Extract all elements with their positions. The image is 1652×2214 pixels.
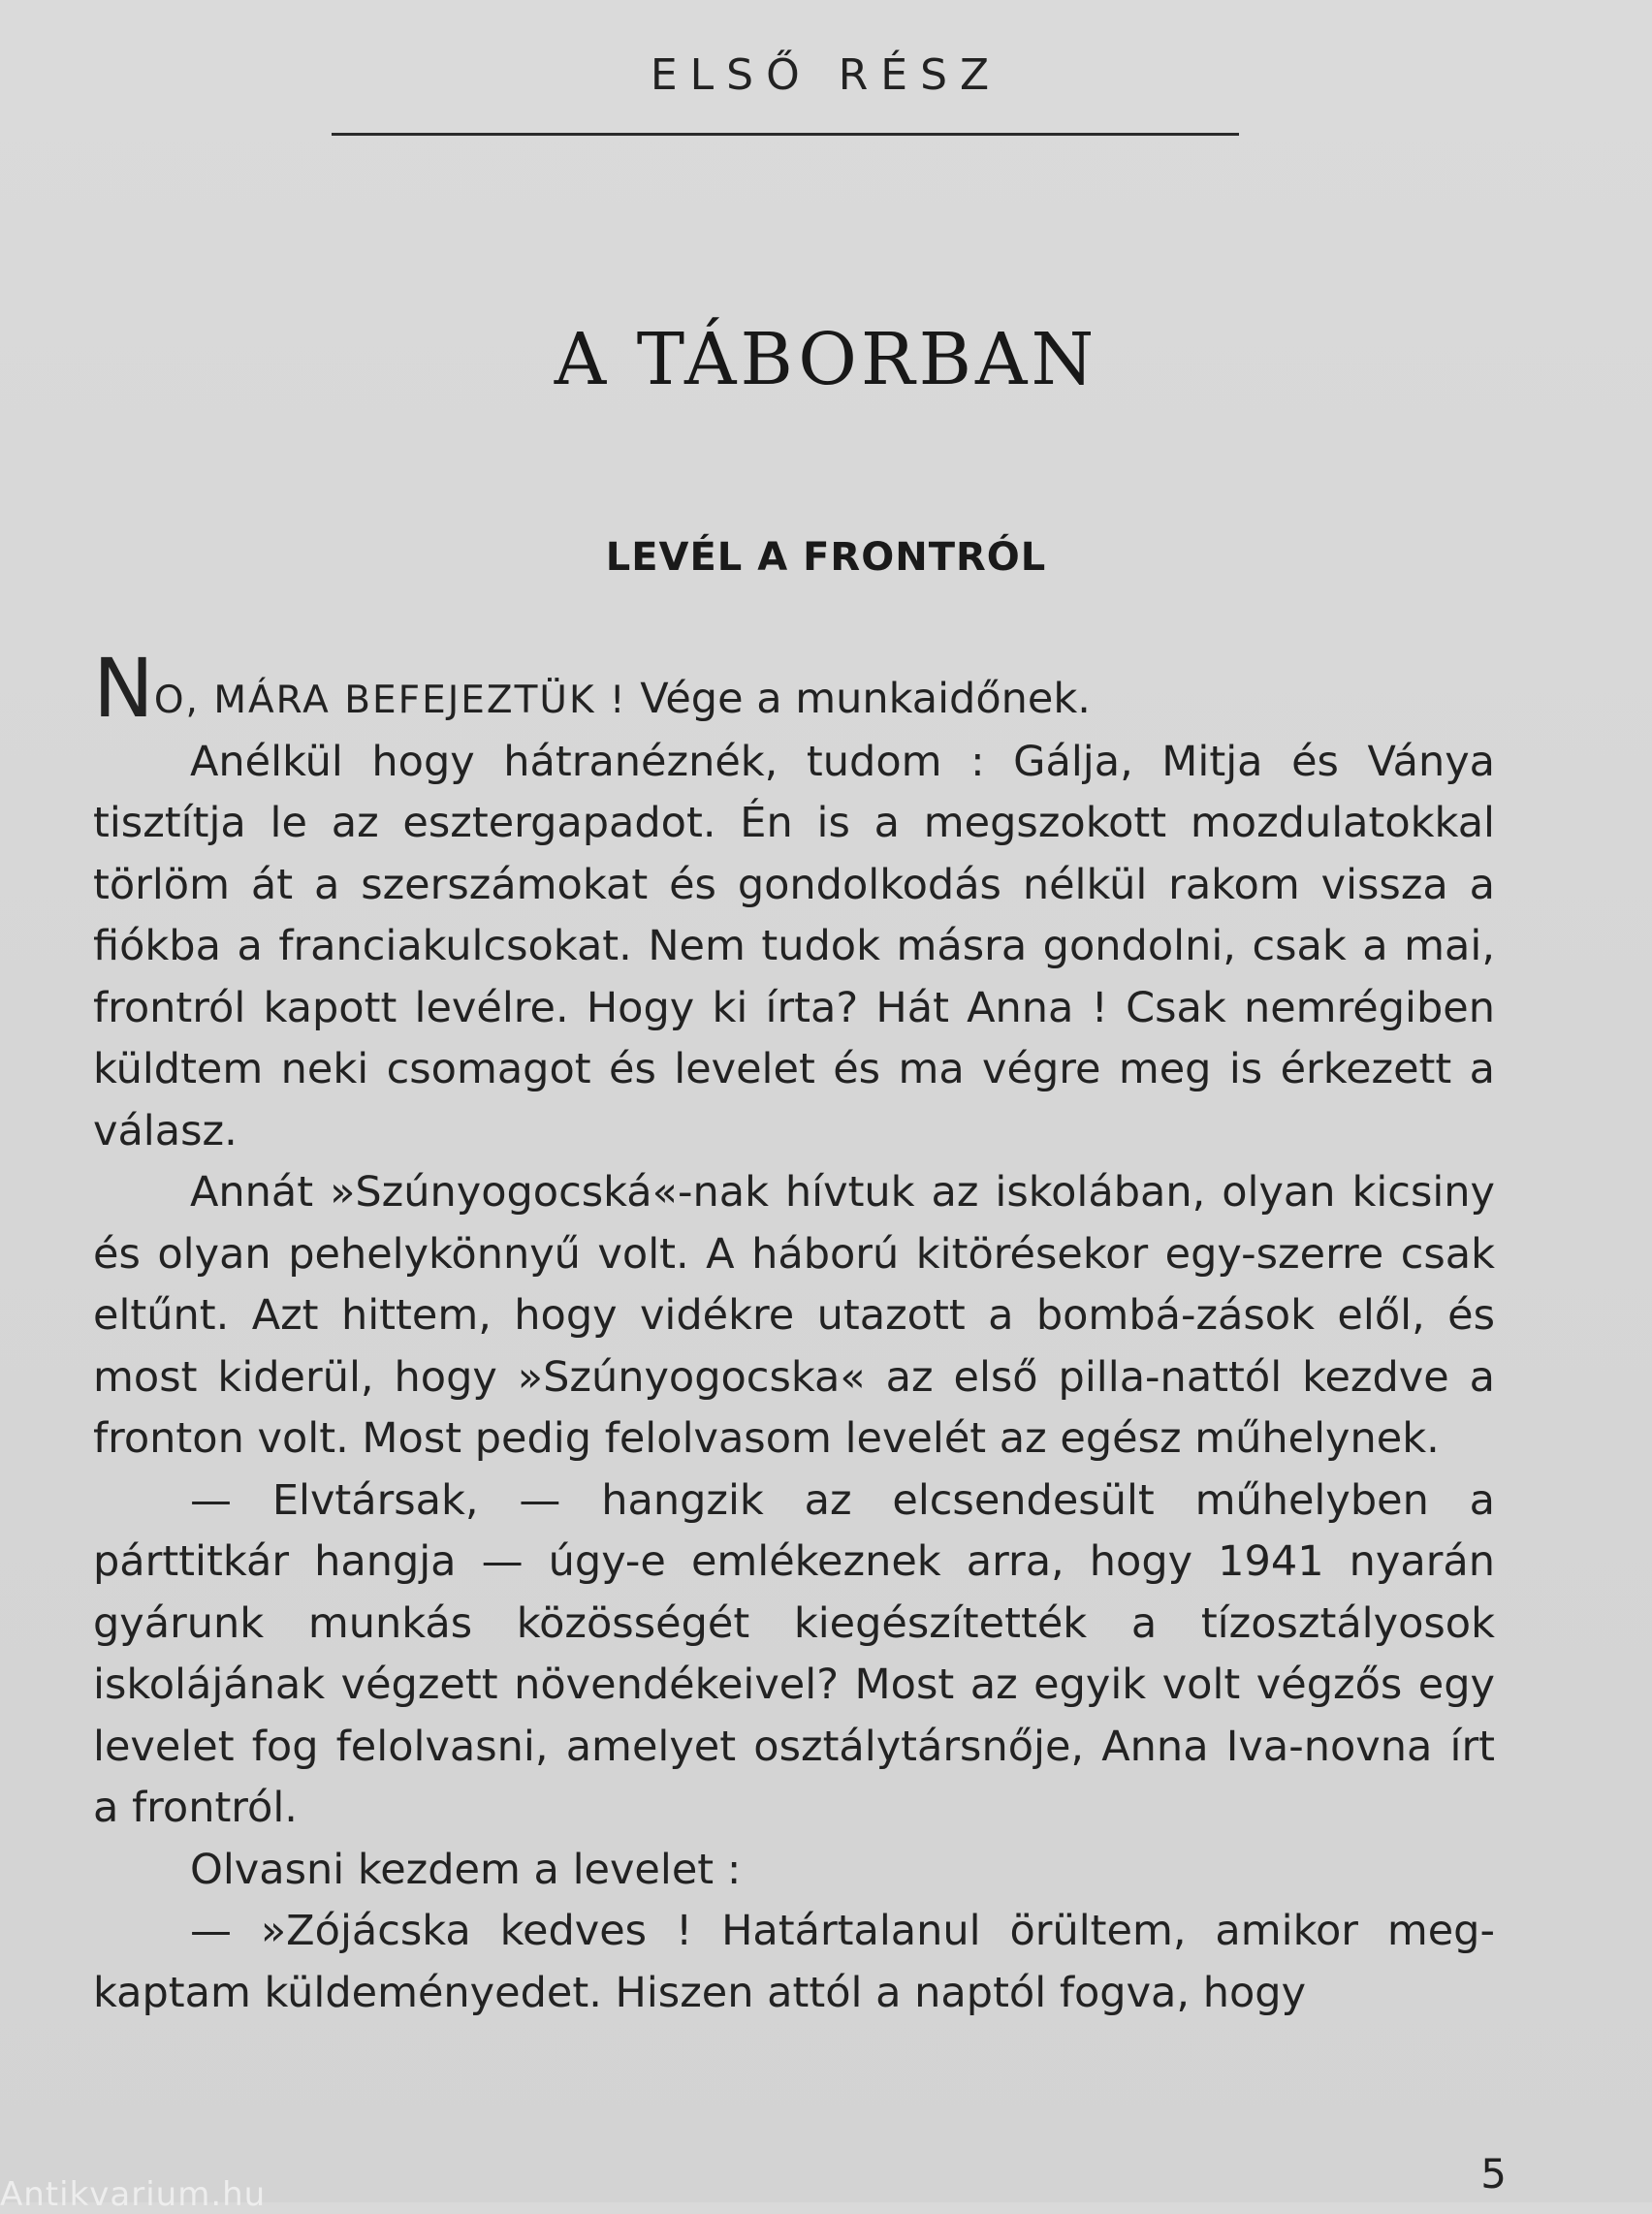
paragraph: Anélkül hogy hátranéznék, tudom : Gálja, Mitja és Ványa tisztítja le az esztergapadot. Én is a megszokott mozdulatokkal törlöm át a szerszámokat és gondolkodás nélkül rakom vissza a fiókba a franciakulcsokat. Nem tudok másra gondolni, csak a mai, frontról kapott levélre. Hogy ki írta? Hát Anna ! Csak nemrégiben küldtem neki csomagot és levelet és ma végre meg is érkezett a válasz. (93, 737, 1495, 1155)
part-title: ELSŐ RÉSZ (650, 50, 1002, 100)
watermark: Antikvarium.hu (0, 2175, 267, 2214)
opening-line (93, 641, 1495, 736)
drop-cap: N (93, 641, 154, 736)
body-text (93, 641, 1495, 2024)
opening-rest: Vége a munkaidőnek. (626, 675, 1091, 723)
header-rule (332, 133, 1239, 136)
opening-caps: O, MÁRA BEFEJEZTÜK ! (153, 679, 627, 722)
section-title: LEVÉL A FRONTRÓL (605, 535, 1047, 580)
page-number: 5 (1480, 2150, 1507, 2198)
chapter-title: A TÁBORBAN (554, 318, 1098, 401)
paragraph: Olvasni kezdem a levelet : (190, 1845, 742, 1894)
paragraph: Annát »Szúnyogocská«-nak hívtuk az iskolában, olyan kicsiny és olyan pehelykönnyű volt. A háború kitörésekor egy-szerre csak eltűnt. Azt hittem, hogy vidékre utazott a bombá-zások elől, és most kiderül, hogy »Szúnyogocska« az első pilla-nattól kezdve a fronton volt. Most pedig felolvasom levelét az egész műhelynek. (93, 1168, 1495, 1463)
paragraph: — Elvtársak, — hangzik az elcsendesült műhelyben a párttitkár hangja — úgy-e emlékeznek arra, hogy 1941 nyarán gyárunk munkás közösségét kiegészítették a tízosztályosok iskolájának végzett növendékeivel? Most az egyik volt végzős egy levelet fog felolvasni, amelyet osztálytársnője, Anna Iva-novna írt a frontról. (93, 1475, 1495, 1832)
paragraph: — »Zójácska kedves ! Határtalanul örültem, amikor meg-kaptam küldeményedet. Hiszen attól a naptól fogva, hogy (93, 1907, 1495, 2017)
